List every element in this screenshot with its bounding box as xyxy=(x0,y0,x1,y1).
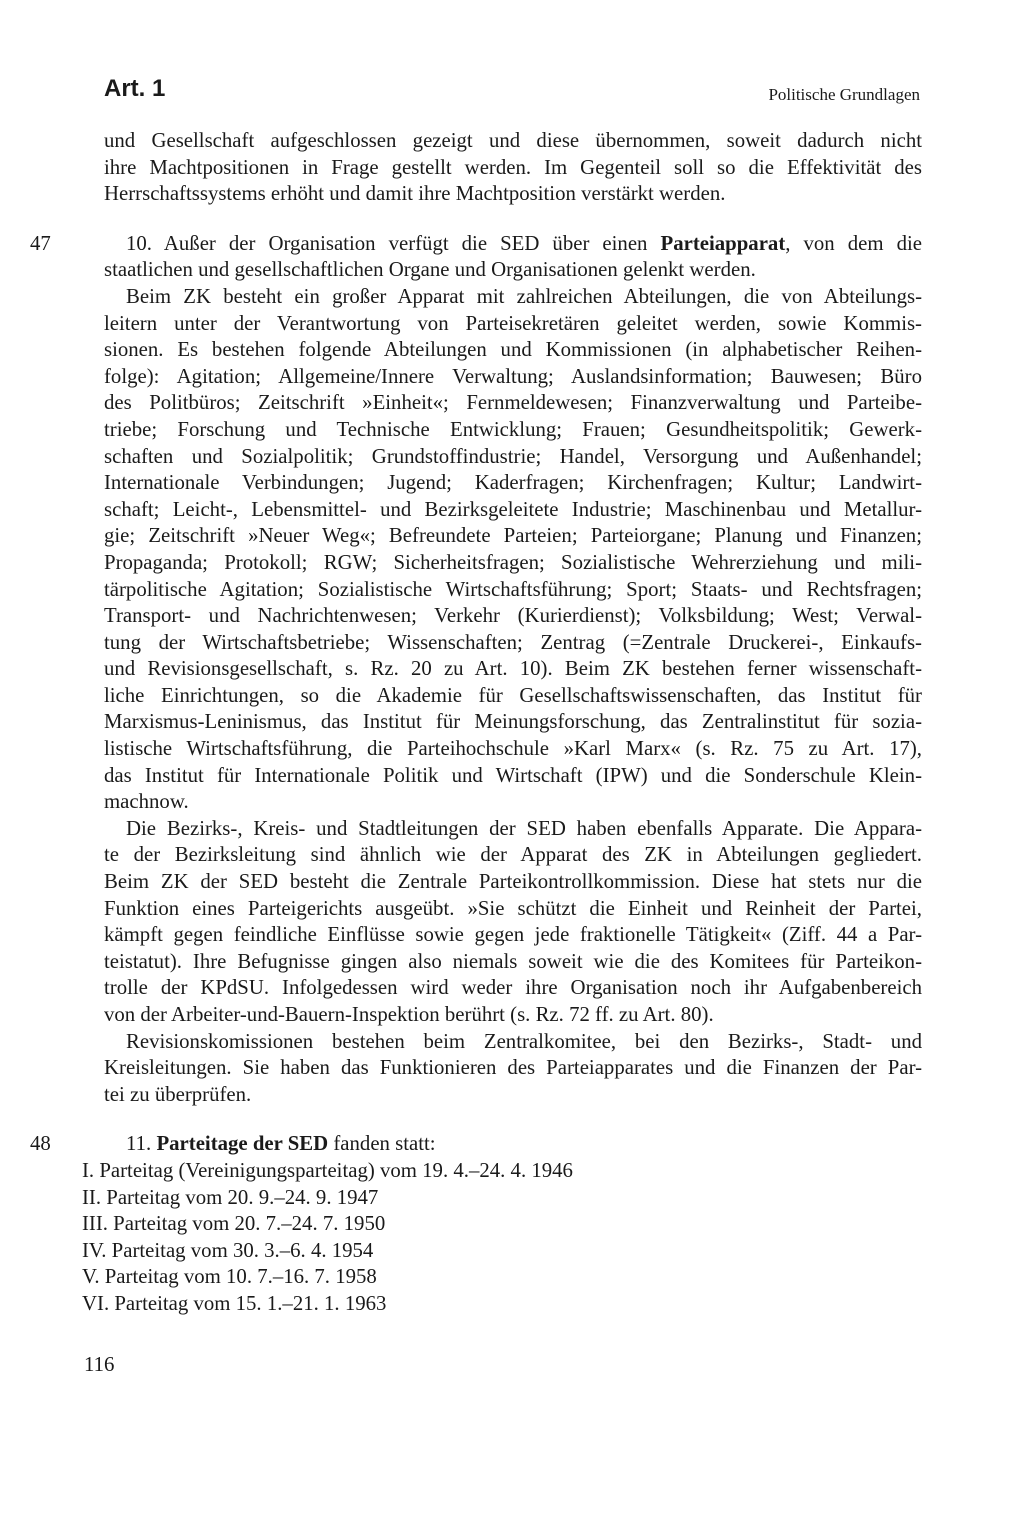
text-line: teistatut). Ihre Befugnisse gingen also niemals soweit wie die des Komitees für Parteikon- xyxy=(104,949,922,973)
text-line: und Revisionsgesellschaft, s. Rz. 20 zu Art. 10). Beim ZK bestehen ferner wissenschaft- xyxy=(104,657,922,681)
body-text xyxy=(30,128,922,1318)
text-line: tung der Wirtschaftsbetriebe; Wissenschaften; Zentrag (=Zentrale Druckerei-, Einkaufs- xyxy=(104,630,922,654)
running-head: Politische Grundlagen xyxy=(768,85,920,104)
text-line: Beim ZK der SED besteht die Zentrale Parteikontrollkommission. Diese hat stets nur die xyxy=(104,870,922,894)
text-line: sionen. Es bestehen folgende Abteilungen und Kommissionen (in alphabetischer Reihen- xyxy=(104,338,922,362)
text-line: und Gesellschaft aufgeschlossen gezeigt und diese übernommen, soweit dadurch nicht xyxy=(104,129,922,152)
text-line: machnow. xyxy=(104,790,189,814)
text-line: liche Einrichtungen, so die Akademie für Gesellschaftswissenschaften, das Institut für xyxy=(104,683,922,707)
text-line: Herrschaftssystems erhöht und damit ihre Machtposition verstärkt werden. xyxy=(104,182,726,206)
text-line: leitern unter der Verantwortung von Parteisekretären geleitet werden, sowie Kommis- xyxy=(104,311,922,335)
text-line: Internationale Verbindungen; Jugend; Kaderfragen; Kirchenfragen; Kultur; Landwirt- xyxy=(104,471,922,495)
text-line: Marxismus-Leninismus, das Institut für Meinungsforschung, das Zentralinstitut für sozia- xyxy=(104,710,922,734)
section-47-para-4 xyxy=(104,1029,922,1109)
text-line: Beim ZK besteht ein großer Apparat mit zahlreichen Abteilungen, die von Abteilungs- xyxy=(126,284,922,308)
text-line: tärpolitische Agitation; Sozialistische Wirtschaftsführung; Sport; Staats- und Rechtsfragen; xyxy=(104,577,922,601)
margin-number-48: 48 xyxy=(30,1132,51,1156)
text-line: des Politbüros; Zeitschrift »Einheit«; Fernmeldewesen; Finanzverwaltung und Parteibe- xyxy=(104,391,922,415)
text-line: das Institut für Internationale Politik und Wirtschaft (IPW) und die Sonderschule Klein- xyxy=(104,763,922,787)
text-line: tei zu überprüfen. xyxy=(104,1082,252,1106)
section-48-heading: 11. Parteitage der SED fanden statt: xyxy=(126,1132,436,1156)
text-line: schaft; Leicht-, Lebensmittel- und Bezirksgeleitete Industrie; Maschinenbau und Metallur- xyxy=(104,497,922,521)
section-47 xyxy=(30,231,922,1109)
list-item: I. Parteitag (Vereinigungsparteitag) vom 19. 4.–24. 4. 1946 xyxy=(82,1158,573,1182)
text-line: von der Arbeiter-und-Bauern-Inspektion berührt (s. Rz. 72 ff. zu Art. 80). xyxy=(104,1003,714,1026)
text-line: Kreisleitungen. Sie haben das Funktionieren des Parteiapparates und die Finanzen der Par- xyxy=(104,1056,922,1080)
section-48 xyxy=(30,1131,922,1317)
section-47-para-3 xyxy=(104,816,922,1029)
text-line: trolle der KPdSU. Infolgedessen wird weder ihre Organisation noch ihr Aufgabenbereich xyxy=(104,976,922,1000)
page-number: 116 xyxy=(84,1353,115,1376)
list-item: VI. Parteitag vom 15. 1.–21. 1. 1963 xyxy=(82,1291,387,1315)
text-line: Transport- und Nachrichtenwesen; Verkehr (Kurierdienst); Volksbildung; West; Verwal- xyxy=(104,604,922,628)
text-line: Die Bezirks-, Kreis- und Stadtleitungen der SED haben ebenfalls Apparate. Die Appara- xyxy=(126,816,922,840)
text-line: folge): Agitation; Allgemeine/Innere Verwaltung; Auslandsinformation; Bauwesen; Büro xyxy=(104,364,922,388)
margin-number-47: 47 xyxy=(30,231,51,255)
article-label: Art. 1 xyxy=(104,75,166,102)
text-line: ihre Machtpositionen in Frage gestellt werden. Im Gegenteil soll so die Effektivität des xyxy=(104,155,922,179)
section-47-para-2 xyxy=(104,284,922,816)
intro-paragraph xyxy=(104,128,922,208)
list-item: IV. Parteitag vom 30. 3.–6. 4. 1954 xyxy=(82,1238,374,1262)
text-line: te der Bezirksleitung sind ähnlich wie der Apparat des ZK in Abteilungen gegliedert. xyxy=(104,843,922,867)
section-47-first-line: 10. Außer der Organisation verfügt die SED über einen Parteiapparat, von dem die xyxy=(126,231,922,255)
heading-parteitage: Parteitage der SED xyxy=(156,1132,329,1156)
text-line: Propaganda; Protokoll; RGW; Sicherheitsfragen; Sozialistische Wehrerziehung und mili- xyxy=(104,550,922,574)
text-line: kämpft gegen feindliche Einflüsse sowie gegen jede fraktionelle Tätigkeit« (Ziff. 44 a Par- xyxy=(104,923,922,947)
section-47-para-1 xyxy=(104,257,922,284)
keyword-parteiapparat: Parteiapparat xyxy=(660,231,786,255)
text-line: gie; Zeitschrift »Neuer Weg«; Befreundete Parteien; Parteiorgane; Planung und Finanzen; xyxy=(104,524,922,548)
list-item: II. Parteitag vom 20. 9.–24. 9. 1947 xyxy=(82,1185,379,1209)
text-line: listische Wirtschaftsführung, die Parteihochschule »Karl Marx« (s. Rz. 75 zu Art. 17), xyxy=(104,737,922,761)
text-line: Funktion eines Parteigerichts ausgeübt. »Sie schützt die Einheit und Reinheit der Partei, xyxy=(104,896,922,920)
parteitag-list xyxy=(82,1158,922,1318)
text-line: triebe; Forschung und Technische Entwicklung; Frauen; Gesundheitspolitik; Gewerk- xyxy=(104,417,922,441)
text-line: staatlichen und gesellschaftlichen Organe und Organisationen gelenkt werden. xyxy=(104,258,756,282)
text-line: schaften und Sozialpolitik; Grundstoffindustrie; Handel, Versorgung und Außenhandel; xyxy=(104,444,922,468)
text-line: Revisionskomissionen bestehen beim Zentralkomitee, bei den Bezirks-, Stadt- und xyxy=(126,1029,922,1053)
list-item: V. Parteitag vom 10. 7.–16. 7. 1958 xyxy=(82,1265,377,1289)
list-item: III. Parteitag vom 20. 7.–24. 7. 1950 xyxy=(82,1212,386,1236)
